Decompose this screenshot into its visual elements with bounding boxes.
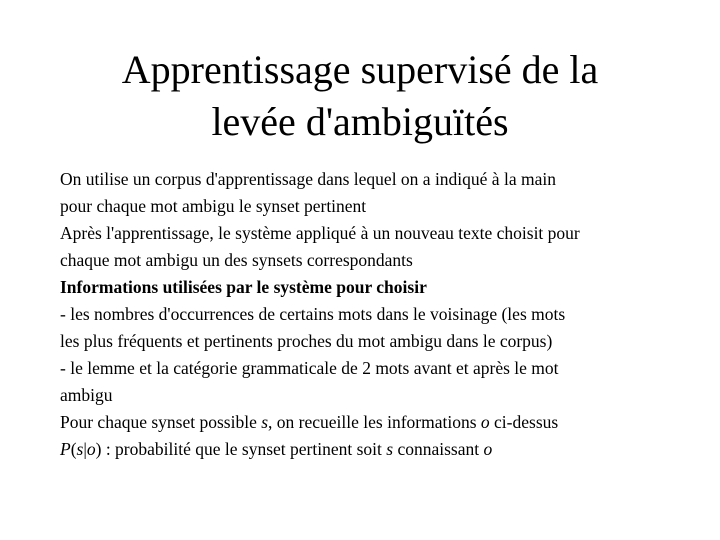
synset-text-1: Pour chaque synset possible (60, 412, 262, 432)
title-line-1: Apprentissage supervisé de la (121, 47, 599, 92)
probability-open: ( (70, 439, 77, 459)
paragraph-after-training-line-1: Après l'apprentissage, le système appliqué à un nouveau texte choisit pour (60, 223, 580, 243)
paragraph-occurrences (60, 301, 670, 355)
probability-s-2: s (386, 439, 394, 459)
probability-text-1: : probabilité que le synset pertinent soit (101, 439, 387, 459)
slide-body (60, 166, 670, 463)
probability-close: ) (95, 439, 102, 459)
paragraph-after-training-line-2: chaque mot ambigu un des synsets correspondants (60, 250, 413, 270)
probability-o-2: o (483, 439, 493, 459)
probability-P: P (60, 439, 71, 459)
paragraph-occurrences-line-1: - les nombres d'occurrences de certains mots dans le voisinage (les mots (60, 304, 566, 324)
paragraph-occurrences-line-2: les plus fréquents et pertinents proches du mot ambigu dans le corpus) (60, 331, 553, 351)
synset-variable-s: s (261, 412, 269, 432)
paragraph-lemma-line-1: - le lemme et la catégorie grammaticale de 2 mots avant et après le mot (60, 358, 559, 378)
paragraph-synset (60, 409, 670, 436)
paragraph-corpus-line-2: pour chaque mot ambigu le synset pertinent (60, 196, 367, 216)
probability-s: s (76, 439, 84, 459)
paragraph-lemma (60, 355, 670, 409)
slide-title (60, 44, 660, 148)
probability-bar: | (83, 439, 87, 459)
probability-text-2: connaissant (393, 439, 484, 459)
synset-variable-o: o (480, 412, 490, 432)
synset-text-2: , on recueille les informations (268, 412, 481, 432)
paragraph-lemma-line-2: ambigu (60, 385, 113, 405)
paragraph-corpus (60, 166, 670, 220)
paragraph-information-heading: Informations utilisées par le système pour choisir (60, 277, 427, 297)
paragraph-after-training (60, 220, 670, 274)
title-line-2: levée d'ambiguïtés (211, 99, 509, 144)
synset-text-3: ci-dessus (489, 412, 559, 432)
paragraph-corpus-line-1: On utilise un corpus d'apprentissage dans lequel on a indiqué à la main (60, 169, 556, 189)
probability-o: o (86, 439, 96, 459)
paragraph-probability (60, 436, 670, 463)
